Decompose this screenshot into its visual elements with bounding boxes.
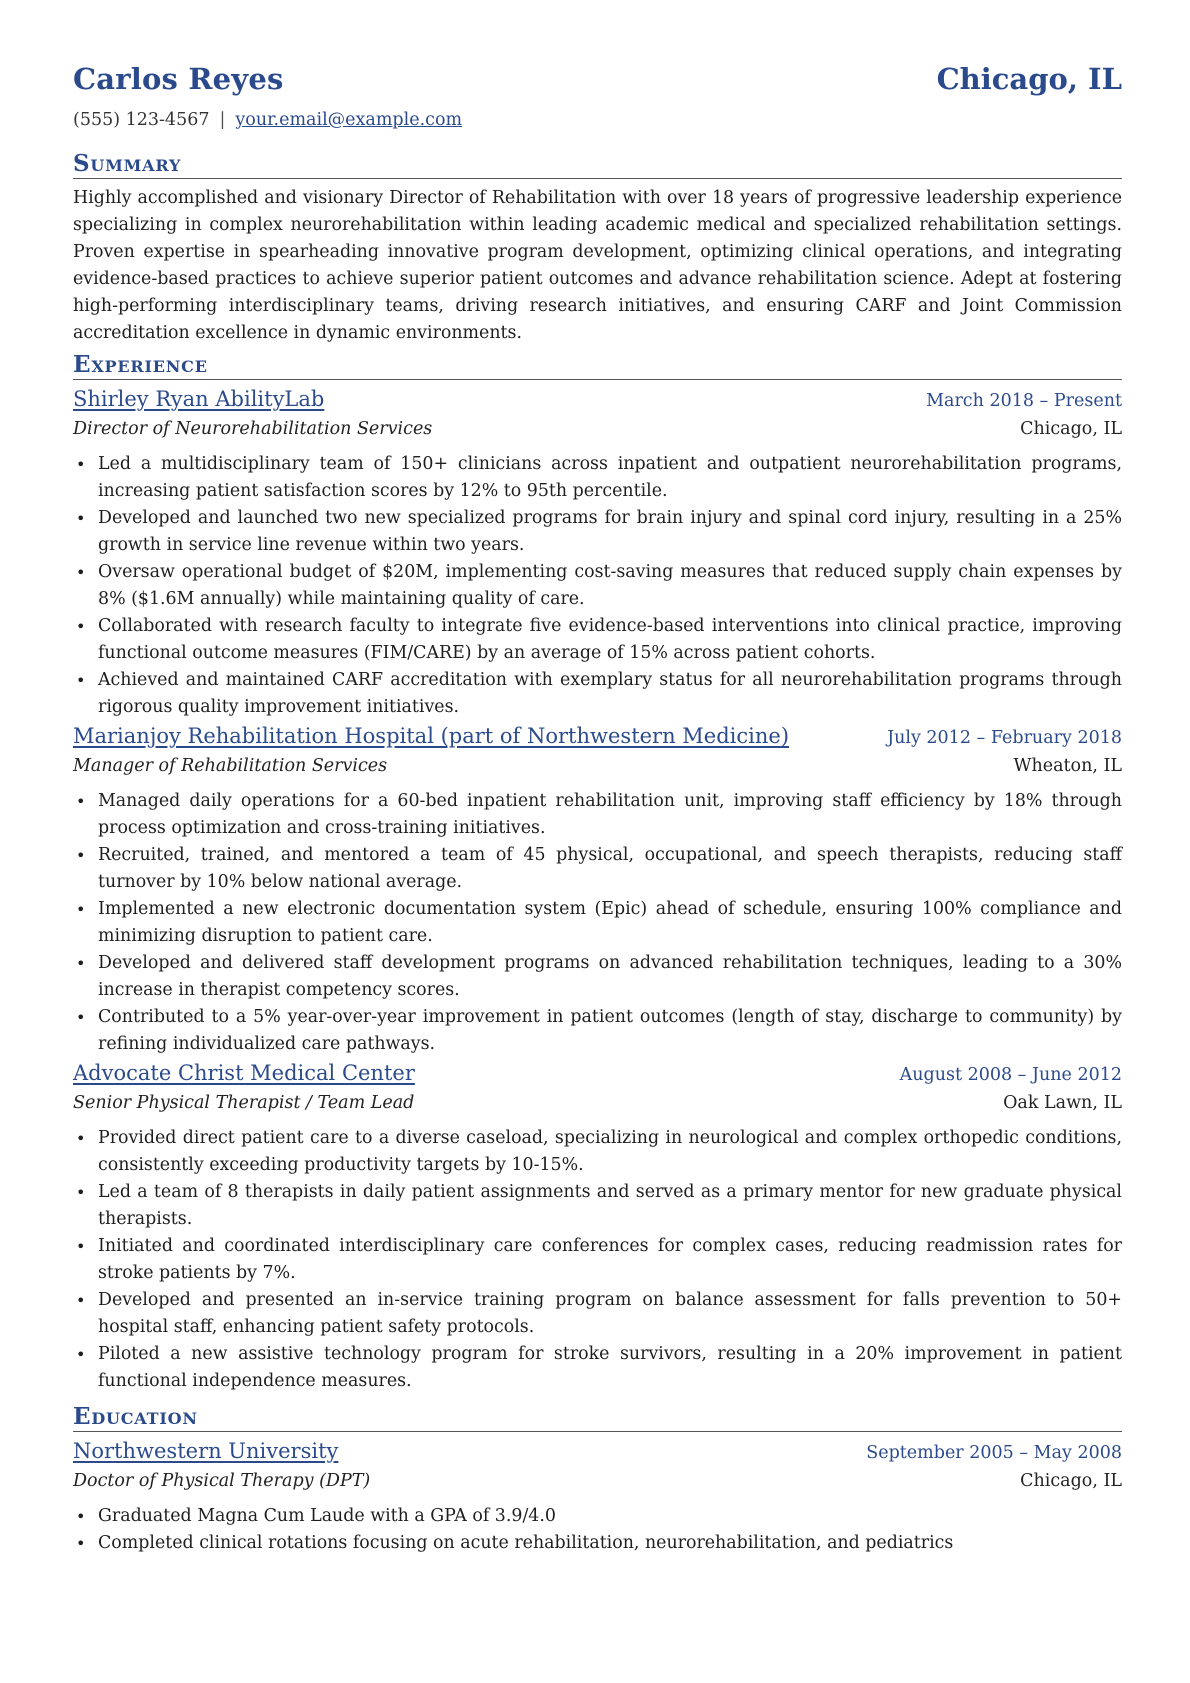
employer-link[interactable]: Marianjoy Rehabilitation Hospital (part of Northwestern Medicine) xyxy=(73,724,790,748)
candidate-location: Chicago, IL xyxy=(936,62,1122,96)
job-entry xyxy=(73,723,1122,1058)
job-bullet: • Developed and presented an in-service training program on balance assessment for falls prevention to 50+ hospital staff, enhancing patient safety protocols. xyxy=(98,1287,1122,1341)
job-bullet: • Initiated and coordinated interdisciplinary care conferences for complex cases, reducing readmission rates for stroke patients by 7%. xyxy=(98,1233,1122,1287)
job-dates: August 2008 – June 2012 xyxy=(899,1065,1122,1085)
job-title: Director of Neurorehabilitation Services xyxy=(73,419,433,439)
education-subheader xyxy=(73,1468,1122,1495)
school-location: Chicago, IL xyxy=(1020,1471,1122,1491)
job-bullet: • Collaborated with research faculty to integrate five evidence-based interventions into clinical practice, improving functional outcome measures (FIM/CARE) by an average of 15% across patient cohorts. xyxy=(98,613,1122,667)
job-bullet: • Developed and launched two new specialized programs for brain injury and spinal cord injury, resulting in a 25% growth in service line revenue within two years. xyxy=(98,505,1122,559)
job-dates: March 2018 – Present xyxy=(926,391,1122,411)
resume-header xyxy=(73,62,1122,104)
school-link[interactable]: Northwestern University xyxy=(73,1439,339,1463)
section-title-summary: Summary xyxy=(73,150,1122,179)
education-dates: September 2005 – May 2008 xyxy=(866,1443,1122,1463)
job-bullet: • Contributed to a 5% year-over-year improvement in patient outcomes (length of stay, discharge to community) by refining individualized care pathways. xyxy=(98,1004,1122,1058)
job-subheader xyxy=(73,416,1122,443)
job-bullet: • Led a multidisciplinary team of 150+ clinicians across inpatient and outpatient neurorehabilitation programs, increasing patient satisfaction scores by 12% to 95th percentile. xyxy=(98,451,1122,505)
job-title: Manager of Rehabilitation Services xyxy=(73,756,388,776)
job-entry xyxy=(73,386,1122,721)
job-bullets xyxy=(73,451,1122,721)
phone-number: (555) 123-4567 xyxy=(73,110,210,130)
job-bullet: • Achieved and maintained CARF accreditation with exemplary status for all neurorehabilitation programs through rigorous quality improvement initiatives. xyxy=(98,667,1122,721)
job-location: Oak Lawn, IL xyxy=(1003,1093,1122,1113)
job-bullet: • Provided direct patient care to a diverse caseload, specializing in neurological and complex orthopedic conditions, consistently exceeding productivity targets by 10-15%. xyxy=(98,1125,1122,1179)
job-bullet: • Led a team of 8 therapists in daily patient assignments and served as a primary mentor for new graduate physical therapists. xyxy=(98,1179,1122,1233)
job-location: Chicago, IL xyxy=(1020,419,1122,439)
job-bullet: • Managed daily operations for a 60-bed inpatient rehabilitation unit, improving staff efficiency by 18% through process optimization and cross-training initiatives. xyxy=(98,788,1122,842)
job-bullet: • Recruited, trained, and mentored a team of 45 physical, occupational, and speech therapists, reducing staff turnover by 10% below national average. xyxy=(98,842,1122,896)
education-bullets xyxy=(73,1503,1122,1557)
education-bullet: • Completed clinical rotations focusing on acute rehabilitation, neurorehabilitation, and pediatrics xyxy=(98,1530,1122,1557)
job-header xyxy=(73,1060,1122,1089)
contact-separator: | xyxy=(219,110,226,130)
job-title: Senior Physical Therapist / Team Lead xyxy=(73,1093,415,1113)
education-entry xyxy=(73,1438,1122,1557)
contact-line xyxy=(73,110,1122,134)
job-bullet: • Implemented a new electronic documentation system (Epic) ahead of schedule, ensuring 100% compliance and minimizing disruption to patient care. xyxy=(98,896,1122,950)
education-bullet: • Graduated Magna Cum Laude with a GPA of 3.9/4.0 xyxy=(98,1503,1122,1530)
education-header xyxy=(73,1438,1122,1467)
job-subheader xyxy=(73,753,1122,780)
job-bullets xyxy=(73,1125,1122,1395)
section-title-education: Education xyxy=(73,1403,1122,1432)
job-header xyxy=(73,723,1122,752)
candidate-name: Carlos Reyes xyxy=(73,62,284,96)
job-bullet: • Oversaw operational budget of $20M, implementing cost-saving measures that reduced supply chain expenses by 8% ($1.6M annually) while maintaining quality of care. xyxy=(98,559,1122,613)
email-link[interactable]: your.email@example.com xyxy=(235,110,463,130)
job-bullet: • Piloted a new assistive technology program for stroke survivors, resulting in a 20% improvement in patient functional independence measures. xyxy=(98,1341,1122,1395)
job-bullet: • Developed and delivered staff development programs on advanced rehabilitation techniques, leading to a 30% increase in therapist competency scores. xyxy=(98,950,1122,1004)
job-location: Wheaton, IL xyxy=(1013,756,1122,776)
degree-title: Doctor of Physical Therapy (DPT) xyxy=(73,1471,371,1491)
job-header xyxy=(73,386,1122,415)
job-subheader xyxy=(73,1090,1122,1117)
employer-link[interactable]: Shirley Ryan AbilityLab xyxy=(73,387,325,411)
job-dates: July 2012 – February 2018 xyxy=(887,728,1122,748)
section-title-experience: Experience xyxy=(73,351,1122,380)
summary-text: Highly accomplished and visionary Director of Rehabilitation with over 18 years of progressive leadership experience specializing in complex neurorehabilitation within leading academic medical and specialized rehabilitation settings. Proven expertise in spearheading innovative program development, optimizing clinical operations, and integrating evidence-based practices to achieve superior patient outcomes and advance rehabilitation science. Adept at fostering high-performing interdisciplinary teams, driving research initiatives, and ensuring CARF and Joint Commission accreditation excellence in dynamic environments. xyxy=(73,188,1122,343)
employer-link[interactable]: Advocate Christ Medical Center xyxy=(73,1061,415,1085)
job-bullets xyxy=(73,788,1122,1058)
job-entry xyxy=(73,1060,1122,1395)
